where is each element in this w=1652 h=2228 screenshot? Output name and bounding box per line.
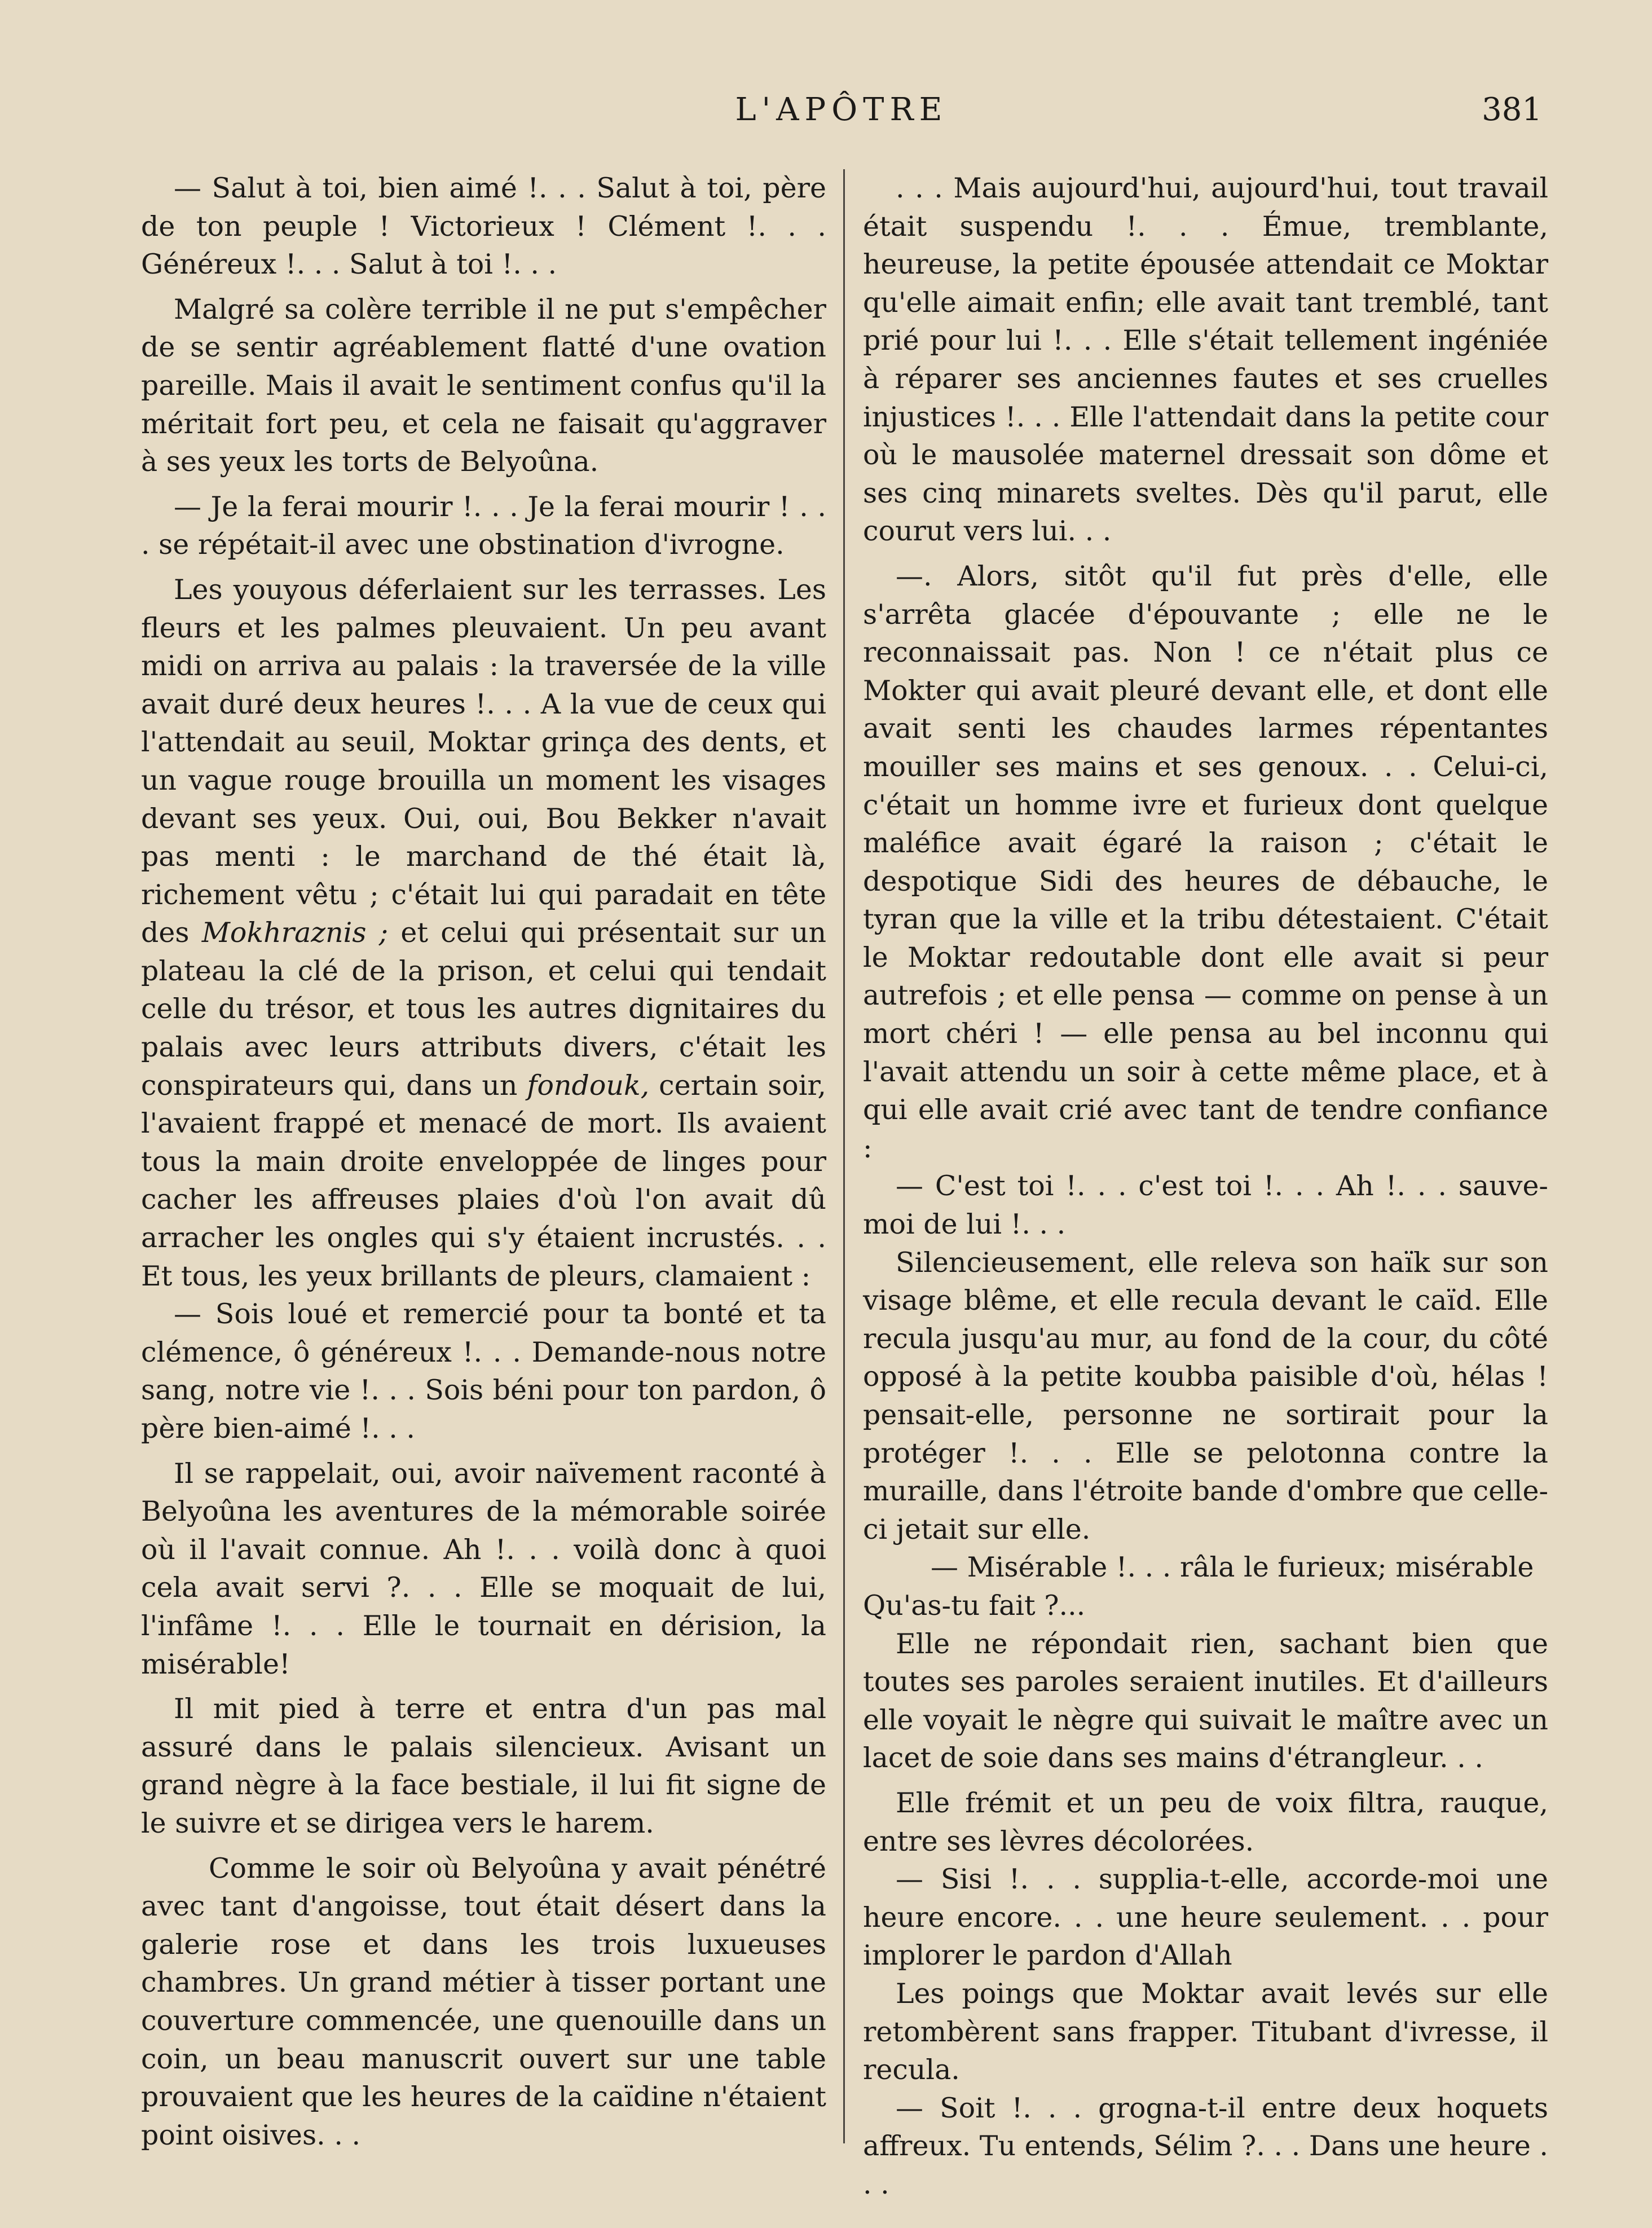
text-run: et celui qui présentait sur un plateau la clé de la prison, et celui qui tendait celle du trésor, et tous les autres dignitaires du palais avec leurs attributs divers, c'était les conspirateurs qui, dans un bbox=[141, 917, 827, 1102]
paragraph: Elle ne répondait rien, sachant bien que toutes ses paroles seraient inutiles. Et d'ailleurs elle voyait le nègre qui suivait le maître avec un lacet de soie dans ses mains d'étrangleur. . . bbox=[863, 1627, 1548, 1775]
running-title: L'APÔTRE bbox=[735, 91, 948, 128]
paragraph: Elle frémit et un peu de voix filtra, rauque, entre ses lèvres décolorées. bbox=[863, 1786, 1548, 1857]
paragraph: Silencieusement, elle releva son haïk sur son visage blême, et elle recula devant le caïd. Elle recula jusqu'au mur, au fond de la cour, du côté opposé à la petite koubba paisible d'où, hélas ! pensait-elle, personne ne sortirait pour la protéger !. . . Elle se pelotonna contre la muraille, dans l'étroite bande d'ombre que celle-ci jetait sur elle. bbox=[863, 1246, 1548, 1545]
paragraph: — Salut à toi, bien aimé !. . . Salut à toi, père de ton peuple ! Victorieux ! Clément !. . . Généreux !. . . Salut à toi !. . . bbox=[141, 172, 826, 281]
paragraph: —. Alors, sitôt qu'il fut près d'elle, elle s'arrêta glacée d'épouvante ; elle ne le reconnaissait pas. Non ! ce n'était plus ce Mokter qui avait pleuré devant elle, et dont elle avait senti les chaudes larmes répentantes mouiller ses mains et ses genoux. . . Celui-ci, c'était un homme ivre et furieux dont quelque maléfice avait égaré la raison ; c'était le despotique Sidi des heures de débauche, le tyran que la ville et la tribu détestaient. C'était le Moktar redoutable dont elle avait si peur autrefois ; et elle pensa — comme on pense à un mort chéri ! — elle pensa au bel inconnu qui l'avait attendu un soir à cette même place, et à qui elle avait crié avec tant de tendre confiance : bbox=[863, 560, 1548, 1164]
paragraph: . . . Mais aujourd'hui, aujourd'hui, tout travail était suspendu !. . . Émue, tremblante, heureuse, la petite épousée attendait ce Moktar qu'elle aimait enfin; elle avait tant tremblé, tant prié pour lui !. . . Elle s'était tellement ingéniée à réparer ses anciennes fautes et ses cruelles injustices !. . . Elle l'attendait dans la petite cour où le mausolée maternel dressait son dôme et ses cinq minarets sveltes. Dès qu'il parut, elle courut vers lui. . . bbox=[863, 172, 1548, 548]
paragraph: — C'est toi !. . . c'est toi !. . . Ah !. . . sauve-moi de lui !. . . bbox=[863, 1170, 1548, 1241]
text-run: certain soir, l'avaient frappé et menacé de mort. Ils avaient tous la main droite enveloppée de linges pour cacher les affreuses plaies d'où l'on avait dû arracher les ongles qui s'y étaient incrustés. . . Et tous, les yeux brillants de pleurs, clamaient : bbox=[141, 1069, 827, 1292]
paragraph: — Sisi !. . . supplia-t-elle, accorde-moi une heure encore. . . une heure seulement. . . pour implorer le pardon d'Allah bbox=[863, 1863, 1548, 1972]
paragraph: Malgré sa colère terrible il ne put s'empêcher de se sentir agréablement flatté d'une ovation pareille. Mais il avait le sentiment confus qu'il la méritait fort peu, et cela ne faisait qu'aggraver à ses yeux les torts de Belyoûna. bbox=[141, 293, 826, 478]
paragraph: Il mit pied à terre et entra d'un pas mal assuré dans le palais silencieux. Avisant un grand nègre à la face bestiale, il lui fit signe de le suivre et se dirigea vers le harem. bbox=[141, 1693, 826, 1839]
paragraph: — Misérable !. . . râla le furieux; misérable bbox=[931, 1551, 1534, 1584]
left-column bbox=[141, 169, 826, 2154]
italic-term: Mokhraznis ; bbox=[201, 917, 389, 949]
paragraph: Il se rappelait, oui, avoir naïvement raconté à Belyoûna les aventures de la mémorable soirée où il l'avait connue. Ah !. . . voilà donc à quoi cela avait servi ?. . . Elle se moquait de lui, l'infâme !. . . Elle le tournait en dérision, la misérable! bbox=[141, 1457, 826, 1680]
paragraph: Comme le soir où Belyoûna y avait pénétré avec tant d'angoisse, tout était désert dans la galerie rose et dans les trois luxueuses chambres. Un grand métier à tisser portant une couverture commencée, une quenouille dans un coin, un beau manuscrit ouvert sur une table prouvaient que les heures de la caïdine n'étaient point oisives. . . bbox=[141, 1852, 826, 2151]
italic-term: fondouk, bbox=[527, 1069, 650, 1102]
paragraph: Qu'as-tu fait ?... bbox=[863, 1589, 1086, 1622]
running-head bbox=[141, 85, 1542, 135]
text-run: Les youyous déferlaient sur les terrasses. Les fleurs et les palmes pleuvaient. Un peu avant midi on arriva au palais : la traversée de la ville avait duré deux heures !. . . A la vue de ceux qui l'attendait au seuil, Moktar grinça des dents, et un vague rouge brouilla un moment les visages devant ses yeux. Oui, oui, Bou Bekker n'avait pas menti : le marchand de thé était là, richement vêtu ; c'était lui qui paradait en tête des bbox=[141, 573, 826, 949]
paragraph: — Je la ferai mourir !. . . Je la ferai mourir ! . . . se répétait-il avec une obstination d'ivrogne. bbox=[141, 490, 826, 561]
paragraph: — Sois loué et remercié pour ta bonté et ta clémence, ô généreux !. . . Demande-nous notre sang, notre vie !. . . Sois béni pour ton pardon, ô père bien-aimé !. . . bbox=[141, 1298, 826, 1445]
paragraph: Les poings que Moktar avait levés sur elle retombèrent sans frapper. Titubant d'ivresse, il recula. bbox=[863, 1977, 1548, 2086]
right-column bbox=[863, 169, 1548, 2203]
column-divider bbox=[843, 169, 845, 2143]
paragraph: — Soit !. . . grogna-t-il entre deux hoquets affreux. Tu entends, Sélim ?. . . Dans une heure . . . bbox=[863, 2091, 1548, 2200]
page-number: 381 bbox=[1482, 91, 1542, 128]
paragraph bbox=[141, 571, 826, 1295]
